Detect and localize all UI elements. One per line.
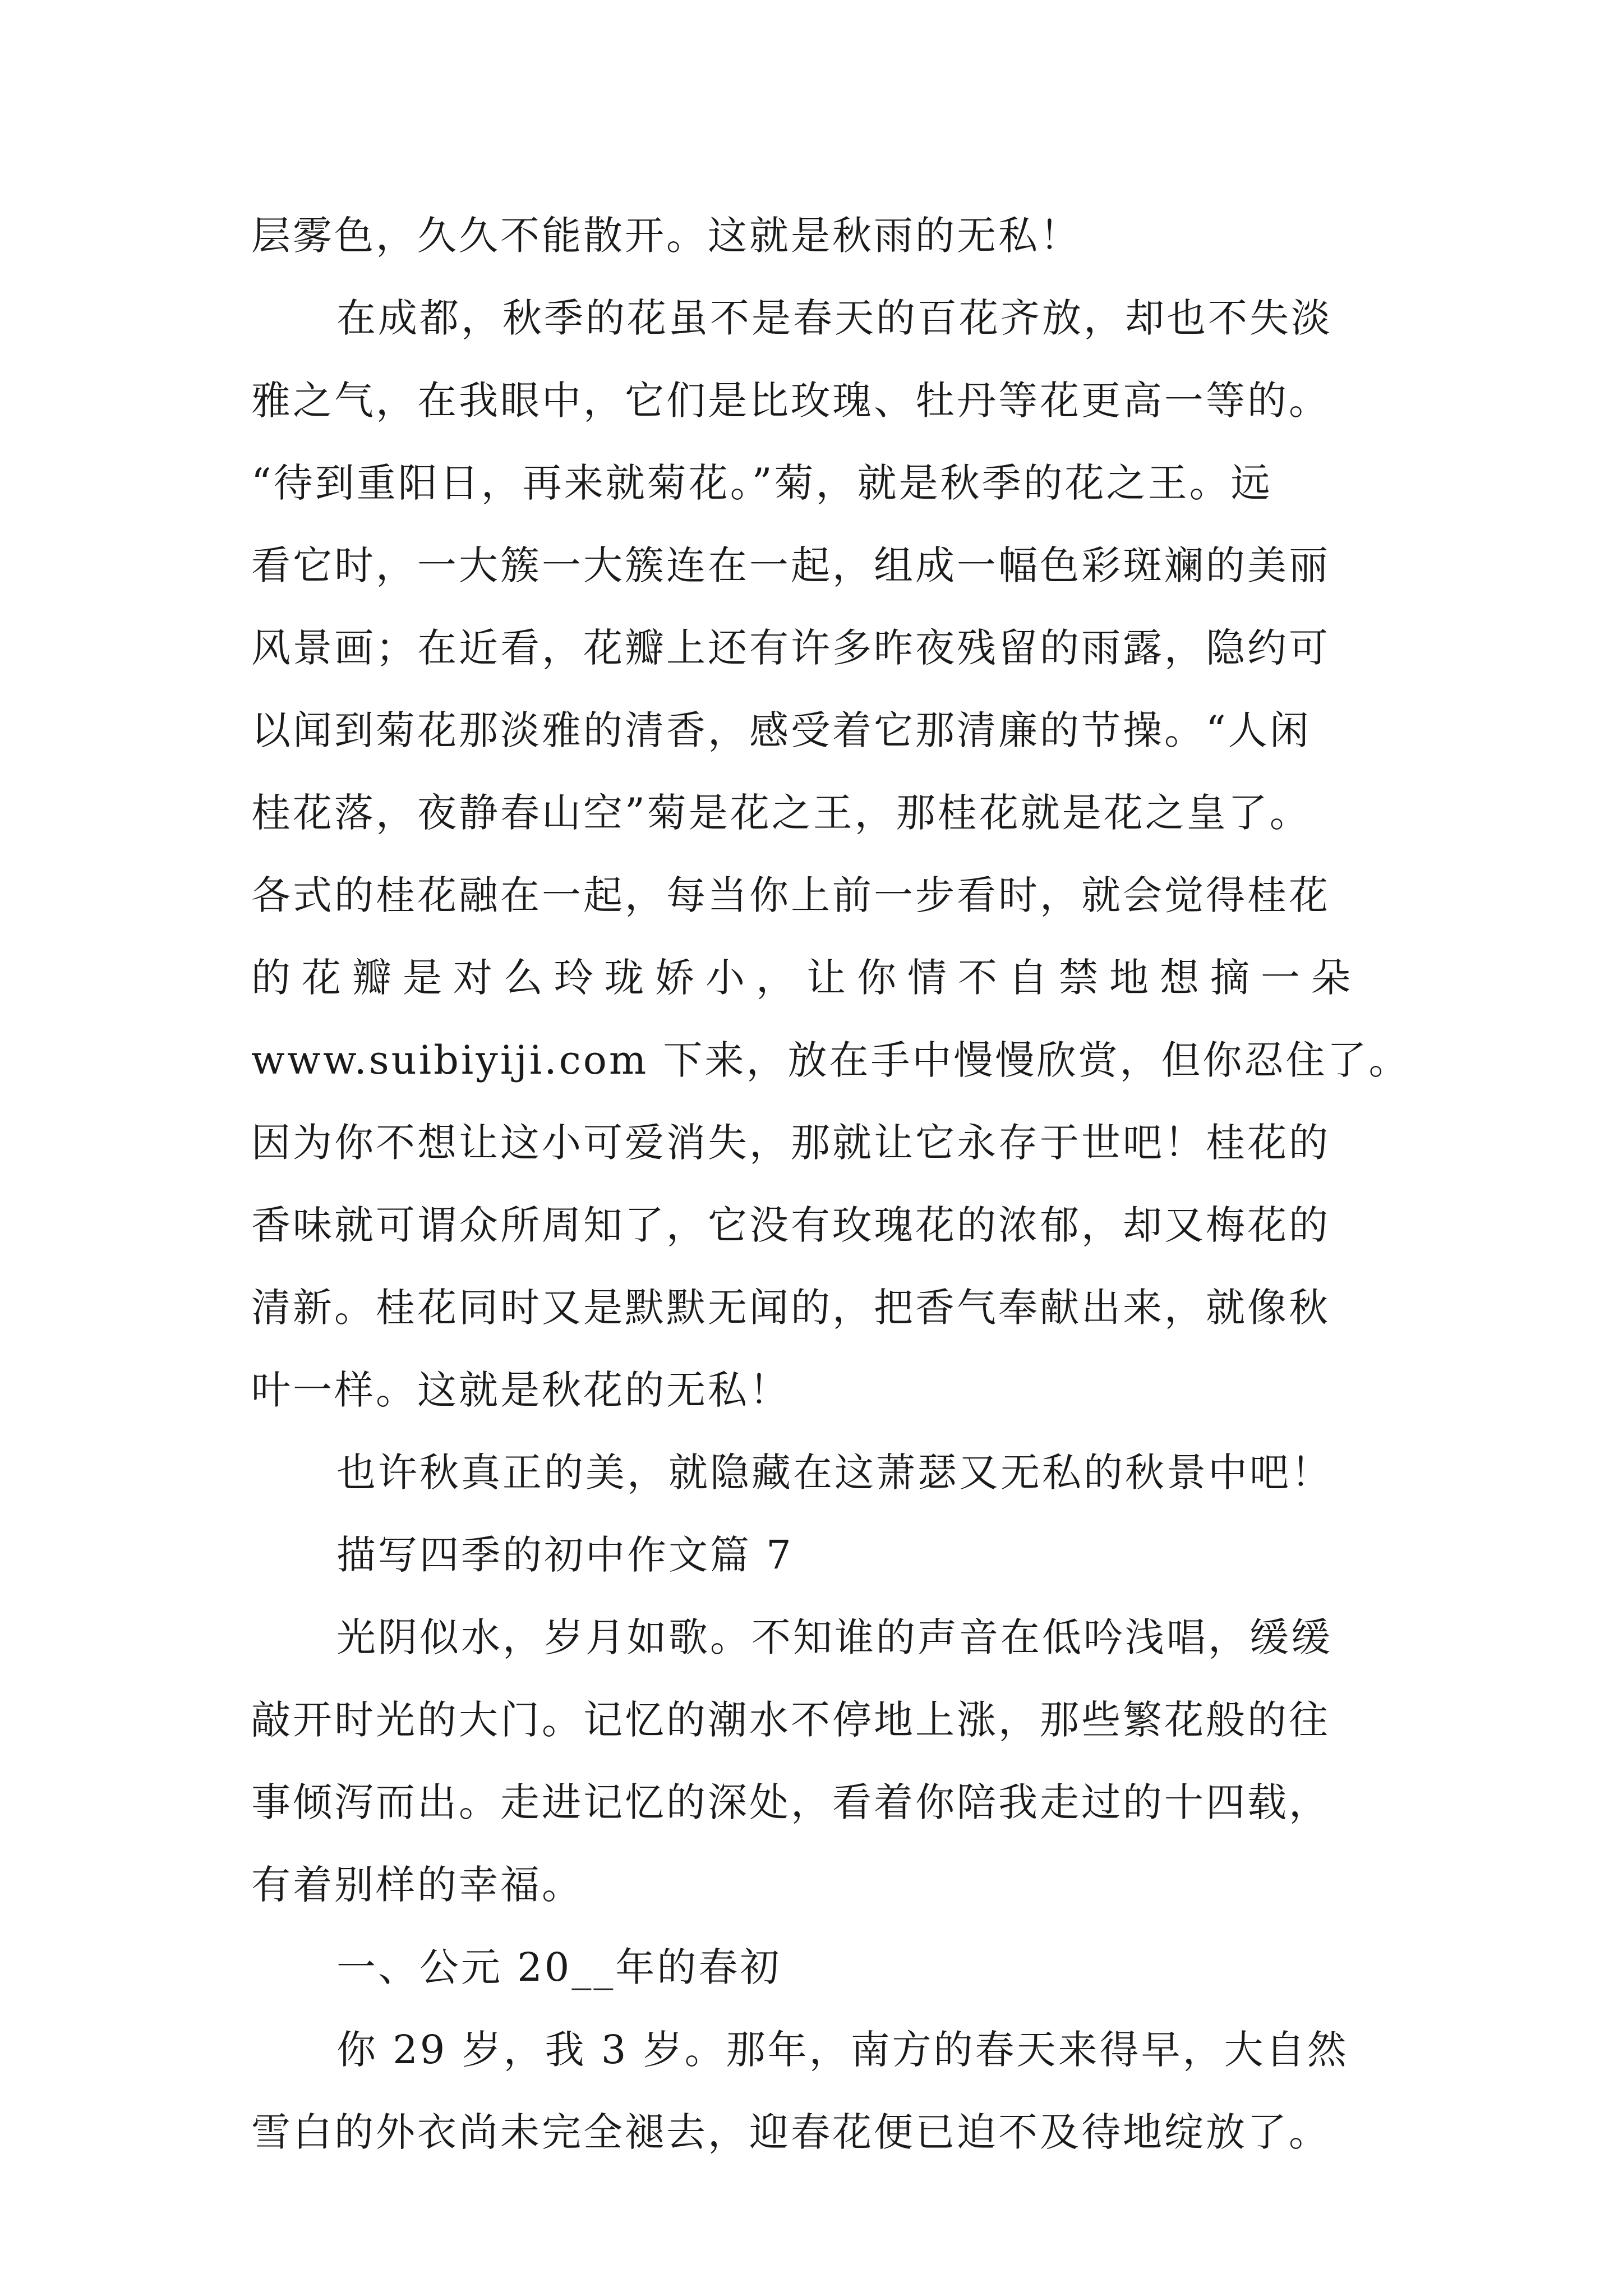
text-line-20: 事倾泻而出。走进记忆的深处，看着你陪我走过的十四载， <box>251 1779 1330 1825</box>
text-line-6: 风景画；在近看，花瓣上还有许多昨夜残留的雨露，隐约可 <box>251 625 1330 671</box>
text-line-7: 以闻到菊花那淡雅的清香，感受着它那清廉的节操。“人闲 <box>251 707 1311 753</box>
text-line-3: 雅之气，在我眼中，它们是比玫瑰、牡丹等花更高一等的。 <box>251 378 1330 424</box>
text-line-24: 雪白的外衣尚未完全褪去，迎春花便已迫不及待地绽放了。 <box>251 2109 1330 2155</box>
text-line-15: 叶一样。这就是秋花的无私！ <box>251 1367 791 1413</box>
text-line-2: 在成都，秋季的花虽不是春天的百花齐放，却也不失淡 <box>336 295 1332 341</box>
text-line-11: www.suibiyiji.com 下来，放在手中慢慢欣赏，但你忍住了。 <box>251 1037 1410 1083</box>
text-line-13: 香味就可谓众所周知了，它没有玫瑰花的浓郁，却又梅花的 <box>251 1202 1330 1248</box>
text-line-14: 清新。桂花同时又是默默无闻的，把香气奉献出来，就像秋 <box>251 1285 1330 1331</box>
text-line-9: 各式的桂花融在一起，每当你上前一步看时，就会觉得桂花 <box>251 872 1330 918</box>
text-line-21: 有着别样的幸福。 <box>251 1862 583 1908</box>
text-line-4: “待到重阳日，再来就菊花。”菊，就是秋季的花之王。远 <box>251 460 1272 506</box>
text-line-10: 的花瓣是对么玲珑娇小，让你情不自禁地想摘一朵 <box>251 955 1362 1001</box>
subheading: 一、公元 20__年的春初 <box>336 1944 782 1990</box>
text-line-8: 桂花落，夜静春山空”菊是花之王，那桂花就是花之皇了。 <box>251 790 1311 836</box>
text-line-18: 光阴似水，岁月如歌。不知谁的声音在低吟浅唱，缓缓 <box>336 1614 1332 1660</box>
text-line-5: 看它时，一大簇一大簇连在一起，组成一幅色彩斑斓的美丽 <box>251 542 1330 588</box>
section-heading: 描写四季的初中作文篇 7 <box>336 1532 794 1578</box>
text-line-1: 层雾色，久久不能散开。这就是秋雨的无私！ <box>251 213 1081 259</box>
text-line-23: 你 29 岁，我 3 岁。那年，南方的春天来得早，大自然 <box>336 2027 1349 2073</box>
text-line-12: 因为你不想让这小可爱消失，那就让它永存于世吧！桂花的 <box>251 1120 1330 1166</box>
text-line-19: 敲开时光的大门。记忆的潮水不停地上涨，那些繁花般的往 <box>251 1697 1330 1743</box>
text-line-16: 也许秋真正的美，就隐藏在这萧瑟又无私的秋景中吧！ <box>336 1450 1332 1496</box>
